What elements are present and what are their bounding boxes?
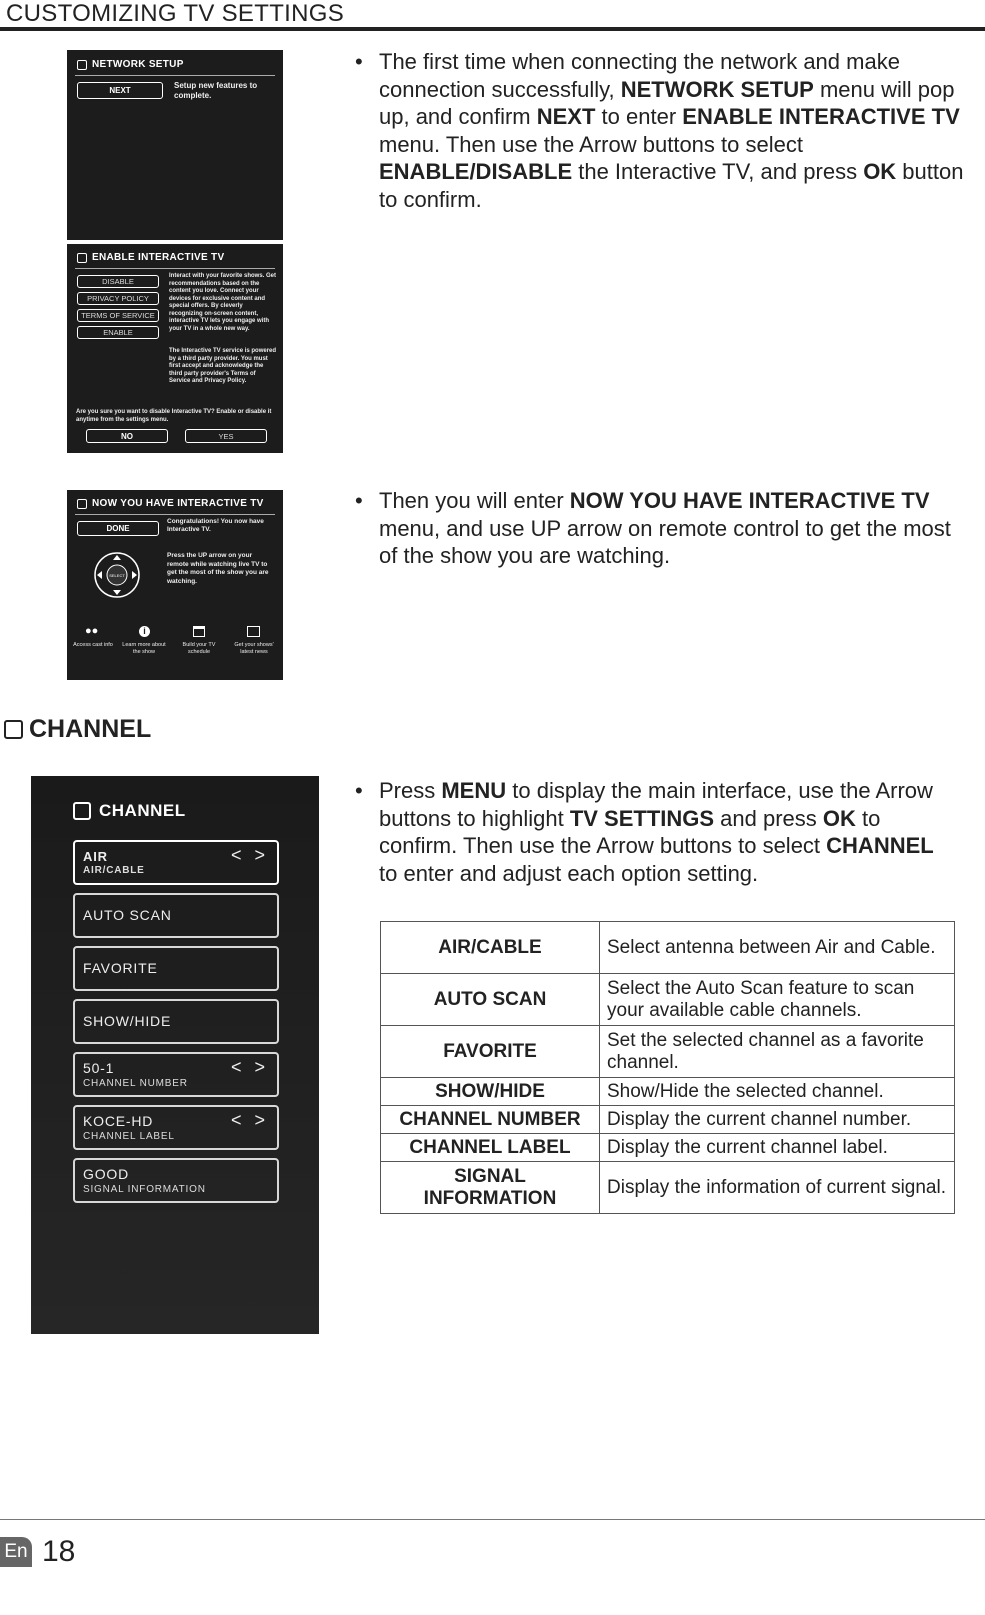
option-description: Select the Auto Scan feature to scan your available cable channels. xyxy=(600,974,955,1026)
text: button to confirm. xyxy=(379,159,964,212)
channel-item-auto-scan[interactable] xyxy=(73,893,279,938)
table-row xyxy=(381,1078,955,1106)
select-label: SELECT xyxy=(109,573,125,578)
interactive-description: Interact with your favorite shows. Get recommendations based on the content you love. Connect your devices for exclusive content and special offers. By cleverly recognizing on-screen content, interactive TV lets you engage with your TV in a whole new way. xyxy=(169,273,277,332)
table-row xyxy=(381,922,955,974)
option-name: FAVORITE xyxy=(381,1026,600,1078)
option-name: CHANNEL LABEL xyxy=(381,1134,600,1162)
text: menu. Then use the Arrow buttons to select xyxy=(379,131,803,157)
text: Press xyxy=(379,778,442,803)
enable-interactive-title: ENABLE INTERACTIVE TV xyxy=(77,252,224,263)
enable-button[interactable]: ENABLE xyxy=(77,326,159,339)
feature-schedule-icon xyxy=(193,626,205,637)
feature-cast-label: Access cast info xyxy=(73,642,113,648)
provider-notice: The Interactive TV service is powered by a third party provider. You must first accept and acknowledge the third party provider's Terms of Service and Privacy Policy. xyxy=(169,348,277,384)
page-number: 18 xyxy=(42,1535,76,1568)
item-label: CHANNEL LABEL xyxy=(83,1131,175,1142)
keyword: CHANNEL xyxy=(826,833,934,858)
item-value: KOCE-HD xyxy=(83,1113,154,1129)
feature-news-icon xyxy=(247,626,260,637)
network-setup-screen xyxy=(67,50,283,240)
option-description: Display the information of current signal. xyxy=(600,1162,955,1214)
table-row xyxy=(381,1134,955,1162)
feature-info-icon: i xyxy=(139,626,150,637)
left-right-arrows-icon[interactable]: < > xyxy=(230,1110,269,1130)
language-badge: En xyxy=(0,1537,32,1567)
channel-item-favorite[interactable] xyxy=(73,946,279,991)
option-name: SIGNAL INFORMATION xyxy=(381,1162,600,1214)
keyword: MENU xyxy=(441,778,507,803)
network-setup-title: NETWORK SETUP xyxy=(77,59,184,70)
keyword: ENABLE INTERACTIVE TV xyxy=(682,104,960,129)
feature-news-label: Get your shows' latest news xyxy=(234,642,274,655)
divider xyxy=(75,75,275,76)
text: the Interactive TV, and press xyxy=(572,159,864,184)
text: to enter xyxy=(595,104,683,129)
checkbox-icon xyxy=(73,802,91,820)
bullet-now-interactive xyxy=(355,487,969,570)
channel-item-air-cable[interactable] xyxy=(73,840,279,885)
no-button[interactable]: NO xyxy=(86,429,168,443)
now-interactive-screen xyxy=(67,490,283,680)
text: to enter and adjust each option setting. xyxy=(379,860,759,886)
option-name: AIR/CABLE xyxy=(381,922,600,974)
keyword: NOW YOU HAVE INTERACTIVE TV xyxy=(569,488,930,513)
page-header: CUSTOMIZING TV SETTINGS xyxy=(6,0,345,27)
divider xyxy=(75,514,275,515)
up-arrow-text: Press the UP arrow on your remote while watching live TV to get the most of the show you are watching. xyxy=(167,552,269,585)
table-row xyxy=(381,974,955,1026)
item-label: AUTO SCAN xyxy=(83,907,172,923)
done-button[interactable]: DONE xyxy=(77,521,159,536)
checkbox-icon xyxy=(4,720,23,739)
channel-item-channel-number[interactable] xyxy=(73,1052,279,1097)
bullet-dot: • xyxy=(355,49,363,74)
checkbox-icon xyxy=(77,60,87,70)
item-value: GOOD xyxy=(83,1166,129,1182)
channel-section-heading xyxy=(4,715,151,744)
keyword: OK xyxy=(863,159,897,184)
text: menu, and use UP arrow on remote control to get the most of the show you are watching. xyxy=(379,515,951,568)
item-label: FAVORITE xyxy=(83,960,158,976)
text: and press xyxy=(714,805,823,831)
option-description: Display the current channel label. xyxy=(600,1134,955,1162)
feature-schedule-label: Build your TV schedule xyxy=(182,642,216,655)
option-description: Select antenna between Air and Cable. xyxy=(600,922,955,974)
option-name: SHOW/HIDE xyxy=(381,1078,600,1106)
option-description: Show/Hide the selected channel. xyxy=(600,1078,955,1106)
feature-cast-icon: ●● xyxy=(85,625,99,637)
now-interactive-title: NOW YOU HAVE INTERACTIVE TV xyxy=(77,498,264,509)
text: Then you will enter xyxy=(379,488,570,513)
footer-rule xyxy=(0,1519,985,1520)
bullet-network-setup xyxy=(355,48,964,213)
text: menu will pop up, and confirm xyxy=(379,76,955,129)
channel-item-signal-information[interactable] xyxy=(73,1158,279,1203)
item-label: CHANNEL NUMBER xyxy=(83,1078,188,1089)
item-label: SHOW/HIDE xyxy=(83,1013,172,1029)
item-label: AIR/CABLE xyxy=(83,865,145,876)
channel-menu-title: CHANNEL xyxy=(73,801,186,821)
option-name: AUTO SCAN xyxy=(381,974,600,1026)
option-description: Set the selected channel as a favorite channel. xyxy=(600,1026,955,1078)
keyword: OK xyxy=(822,805,856,831)
keyword: ENABLE/DISABLE xyxy=(379,159,573,184)
channel-options-table xyxy=(380,921,955,1214)
congratulations-text: Congratulations! You now have Interactive TV. xyxy=(167,518,264,533)
network-setup-text: Setup new features to complete. xyxy=(174,81,258,100)
text: to display the main interface, use the Arrow buttons to highlight xyxy=(379,778,933,831)
table-row xyxy=(381,1162,955,1214)
feature-info-label: Learn more about the show xyxy=(122,642,166,655)
header-rule xyxy=(0,27,985,31)
table-row xyxy=(381,1106,955,1134)
left-right-arrows-icon[interactable]: < > xyxy=(230,845,269,865)
text: The first time when connecting the network and make connection successfully, xyxy=(379,49,900,102)
item-value: AIR xyxy=(83,849,108,864)
disable-question: Are you sure you want to disable Interactive TV? Enable or disable it anytime from the settings menu. xyxy=(76,409,272,423)
yes-button[interactable]: YES xyxy=(185,429,267,443)
channel-menu-screen xyxy=(31,776,319,1334)
checkbox-icon xyxy=(77,499,87,509)
channel-item-show-hide[interactable] xyxy=(73,999,279,1044)
item-value: 50-1 xyxy=(83,1060,115,1076)
keyword: NEXT xyxy=(536,104,596,129)
privacy-policy-button[interactable]: PRIVACY POLICY xyxy=(77,292,159,305)
keyword: NETWORK SETUP xyxy=(620,76,814,102)
bullet-channel-menu xyxy=(355,777,939,887)
remote-dpad-icon xyxy=(92,550,142,600)
bullet-dot: • xyxy=(355,778,363,803)
divider xyxy=(75,268,275,269)
bullet-dot: • xyxy=(355,488,363,513)
next-button[interactable]: NEXT xyxy=(77,82,163,99)
terms-of-service-button[interactable]: TERMS OF SERVICE xyxy=(77,309,159,322)
table-row xyxy=(381,1026,955,1078)
text: to confirm. Then use the Arrow buttons to select xyxy=(379,805,881,858)
enable-interactive-screen xyxy=(67,244,283,453)
keyword: TV SETTINGS xyxy=(569,805,715,831)
checkbox-icon xyxy=(77,253,87,263)
option-description: Display the current channel number. xyxy=(600,1106,955,1134)
section-title: CHANNEL xyxy=(29,715,152,743)
channel-item-channel-label[interactable] xyxy=(73,1105,279,1150)
item-label: SIGNAL INFORMATION xyxy=(83,1184,206,1195)
left-right-arrows-icon[interactable]: < > xyxy=(230,1057,269,1077)
disable-button[interactable]: DISABLE xyxy=(77,275,159,288)
option-name: CHANNEL NUMBER xyxy=(381,1106,600,1134)
